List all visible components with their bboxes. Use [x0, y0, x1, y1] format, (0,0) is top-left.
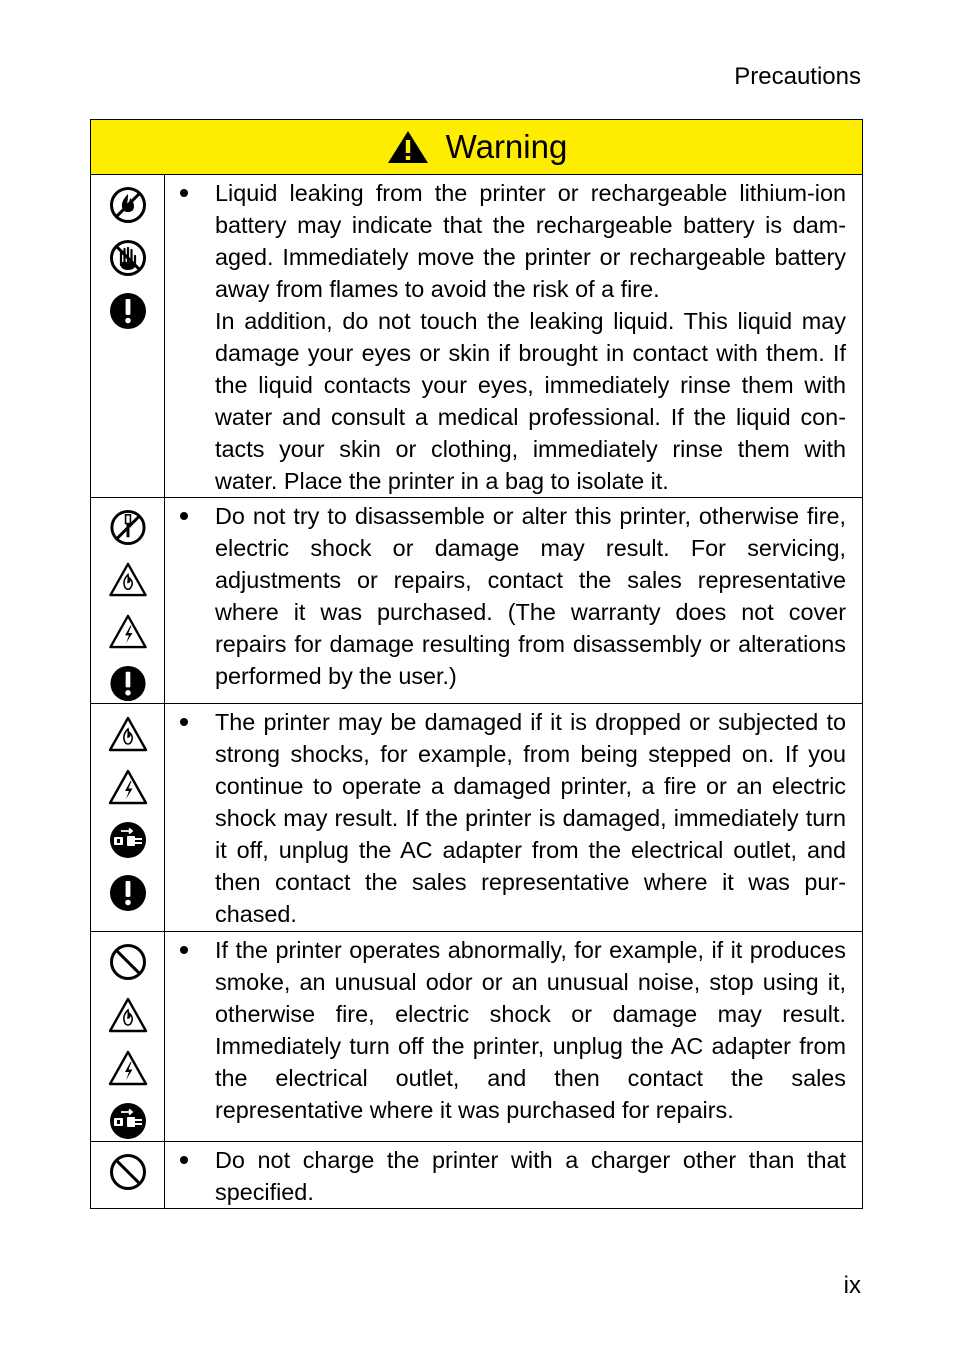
- prohibited-icon: [108, 1152, 148, 1192]
- warning-paragraph: If the printer operates abnormally, for example, if it produces smoke, an unusual odor or an unusual noise, stop using it, otherwise fire, electric shock or damage may result. Immediately turn off the printer, unplug the AC adapter from the electrical outlet, and then contact the sales representative where it was purchased for repairs.: [215, 937, 846, 1123]
- warning-header: [91, 120, 862, 175]
- prohibited-icon: [108, 942, 148, 982]
- mandatory-icon: [108, 291, 148, 331]
- warning-text: [165, 175, 862, 497]
- section-label: Precautions: [734, 63, 861, 90]
- warning-row: [91, 1142, 862, 1208]
- bullet: [180, 946, 188, 954]
- warning-paragraph: Liquid leaking from the printer or rechargeable lithium-ion battery may indicate that the rechargeable battery is damaged. Immediately move the printer or rechargeable battery away from flames to avoid the risk of a fire.: [215, 180, 846, 302]
- icon-column: [91, 498, 165, 703]
- bullet: [180, 718, 188, 726]
- icon-column: [91, 932, 165, 1141]
- warning-row: [91, 498, 862, 704]
- bullet: [180, 512, 188, 520]
- bullet: [180, 189, 188, 197]
- warning-triangle-icon: [386, 129, 430, 165]
- unplug-icon: [108, 820, 148, 860]
- do-not-touch-icon: [108, 238, 148, 278]
- mandatory-icon: [108, 873, 148, 913]
- warning-text: [165, 932, 862, 1141]
- page-number: ix: [843, 1272, 861, 1299]
- fire-hazard-icon: [108, 560, 148, 599]
- warning-paragraph: Do not try to disassemble or alter this printer, otherwise fire, electric shock or damage may result. For servicing, adjustments or repairs, contact the sales representative where it was purchased. (The warranty does not cover repairs for damage resulting from disassembly or alterations performed by the user.): [215, 503, 846, 689]
- icon-column: [91, 704, 165, 931]
- mandatory-icon: [108, 664, 148, 703]
- electric-shock-icon: [108, 1048, 148, 1088]
- no-fire-icon: [108, 185, 148, 225]
- warning-row: [91, 932, 862, 1142]
- bullet: [180, 1156, 188, 1164]
- warning-paragraph: The printer may be damaged if it is dropped or subjected to strong shocks, for example, from being stepped on. If you continue to operate a damaged printer, a fire or an electric shock may result. If the printer is damaged, immediately turn it off, unplug the AC adapter from the electrical outlet, and then contact the sales representative where it was purchased.: [215, 709, 846, 927]
- icon-column: [91, 1142, 165, 1208]
- warning-text: [165, 498, 862, 703]
- warning-title: Warning: [445, 128, 568, 165]
- no-disassembly-icon: [108, 508, 148, 547]
- electric-shock-icon: [108, 612, 148, 651]
- warning-row: [91, 175, 862, 498]
- unplug-icon: [108, 1101, 148, 1141]
- warning-text: [165, 704, 862, 931]
- electric-shock-icon: [108, 767, 148, 807]
- warning-text: [165, 1142, 862, 1208]
- warning-paragraph: In addition, do not touch the leaking liquid. This liquid may damage your eyes or skin if brought in contact with them. If the liquid contacts your eyes, immediately rinse them with water and consult a medical professional. If the liquid contacts your skin or clothing, immediately rinse them with water. Place the printer in a bag to isolate it.: [215, 308, 846, 494]
- fire-hazard-icon: [108, 995, 148, 1035]
- warning-paragraph: Do not charge the printer with a charger other than that specified.: [215, 1147, 846, 1205]
- fire-hazard-icon: [108, 714, 148, 754]
- icon-column: [91, 175, 165, 497]
- warning-row: [91, 704, 862, 932]
- warning-table: [90, 119, 863, 1209]
